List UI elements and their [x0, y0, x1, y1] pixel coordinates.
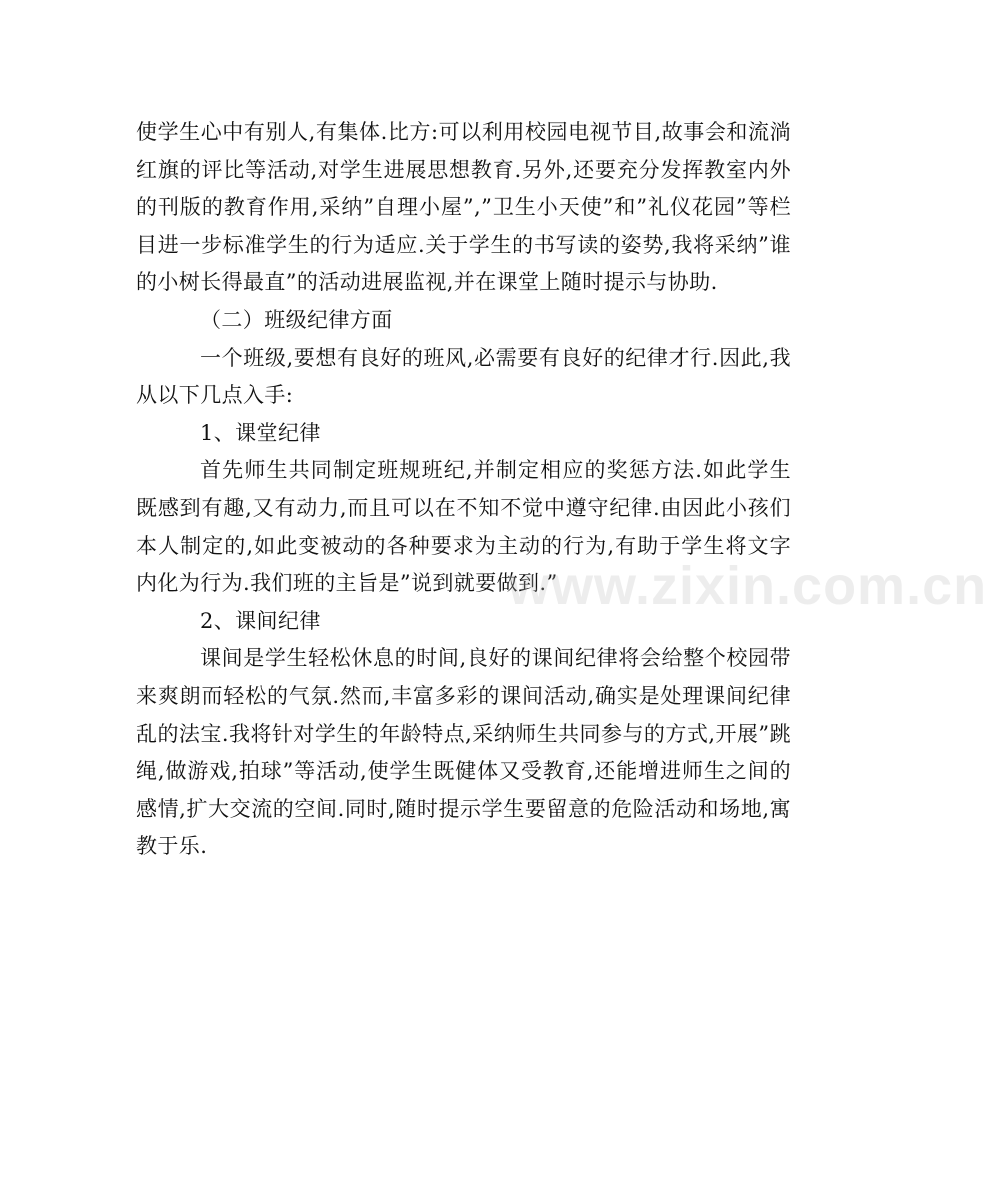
watermark-text: www.zixin.com.cn — [508, 556, 987, 616]
paragraph-classroom-discipline: 首先师生共同制定班规班纪,并制定相应的奖惩方法.如此学生既感到有趣,又有动力,而且可以在不知不觉中遵守纪律.由因此小孩们本人制定的,如此变被动的各种要求为主动的行为,有助于学生将文字内化为行为.我们班的主旨是”说到就要做到.” — [136, 458, 791, 596]
subheading-classroom-discipline: 1、课堂纪律 — [200, 420, 321, 445]
paragraph-break-discipline: 课间是学生轻松休息的时间,良好的课间纪律将会给整个校园带来爽朗而轻松的气氛.然而,丰富多彩的课间活动,确实是处理课间纪律乱的法宝.我将针对学生的年龄特点,采纳师生共同参与的方式,开展”跳绳,做游戏,拍球”等活动,使学生既健体又受教育,还能增进师生之间的感情,扩大交流的空间.同时,随时提示学生要留意的危险活动和场地,寓教于乐. — [136, 646, 791, 859]
paragraph-discipline-intro: 一个班级,要想有良好的班风,必需要有良好的纪律才行.因此,我从以下几点入手: — [136, 345, 791, 408]
document-body — [136, 114, 791, 866]
subheading-break-discipline: 2、课间纪律 — [200, 608, 321, 633]
section-heading-class-discipline: （二）班级纪律方面 — [200, 307, 393, 332]
paragraph-intro: 使学生心中有别人,有集体.比方:可以利用校园电视节目,故事会和流淌红旗的评比等活动,对学生进展思想教育.另外,还要充分发挥教室内外的刊版的教育作用,采纳”自理小屋”,”卫生小天使”和”礼仪花园”等栏目进一步标准学生的行为适应.关于学生的书写读的姿势,我将采纳”谁的小树长得最直”的活动进展监视,并在课堂上随时提示与协助. — [136, 120, 791, 295]
